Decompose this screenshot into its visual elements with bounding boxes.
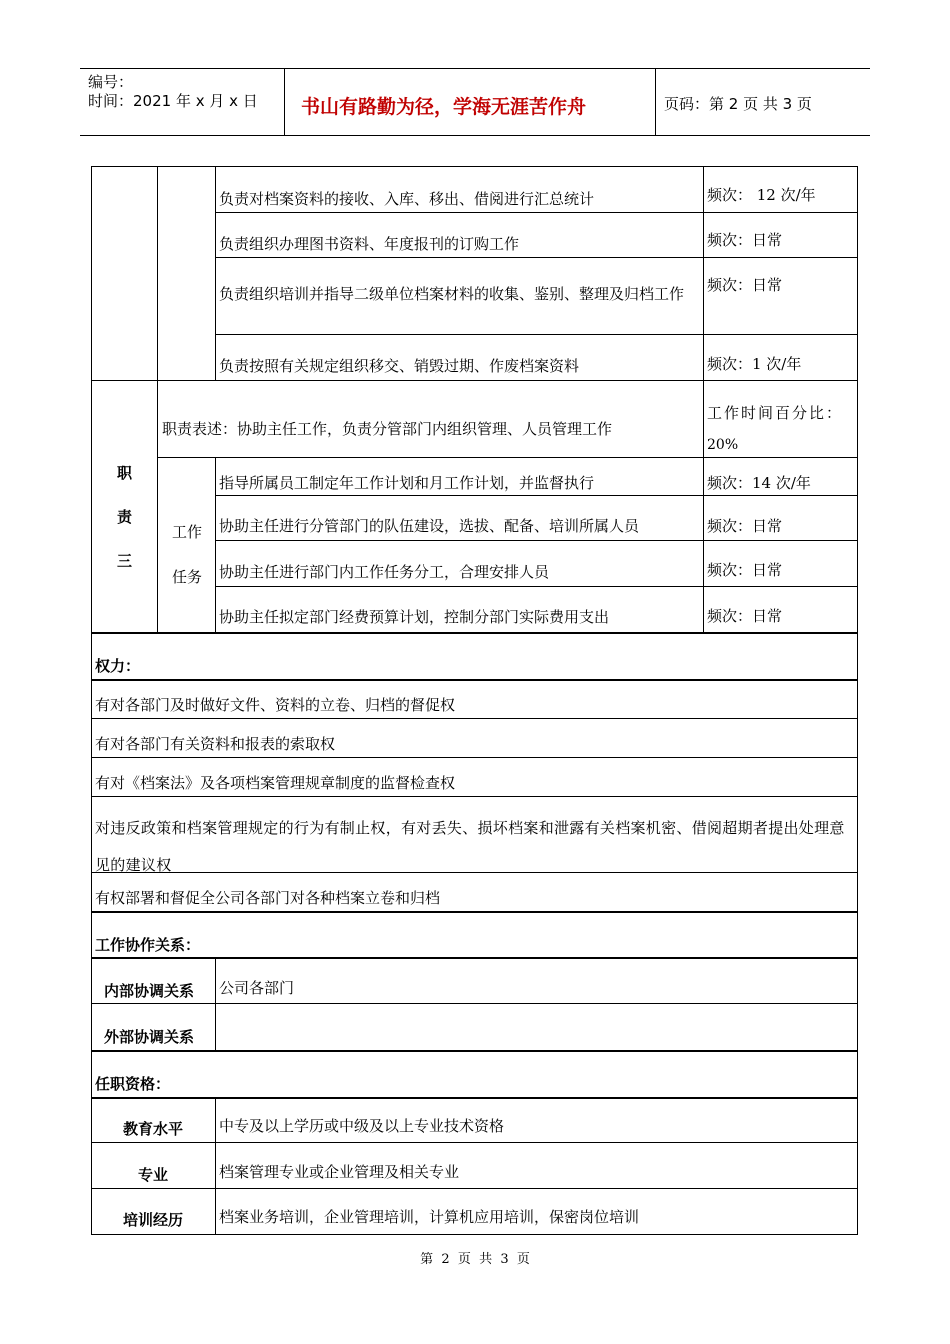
- qualification-value: 档案业务培训，企业管理培训，计算机应用培训，保密岗位培训: [219, 1208, 640, 1226]
- coop-col-line: [215, 957, 216, 1050]
- row-line: [215, 586, 857, 587]
- qualifications-heading: 任职资格：: [95, 1075, 171, 1093]
- task-frequency: 频次：日常: [707, 517, 783, 535]
- row-line: [91, 957, 857, 959]
- row-line: [91, 166, 857, 167]
- col-line-b2: [215, 457, 216, 632]
- task-frequency: 频次： 12 次/年: [707, 186, 816, 204]
- row-line: [215, 212, 857, 213]
- qual-col-line: [215, 1097, 216, 1234]
- task-text: 负责组织办理图书资料、年度报刊的订购工作: [219, 235, 520, 253]
- table-right-border: [857, 166, 858, 1235]
- row-line: [91, 1142, 857, 1143]
- page-indicator: 页码：第 2 页 共 3 页: [664, 95, 812, 113]
- task-frequency: 频次：日常: [707, 561, 783, 579]
- row-line: [91, 1003, 857, 1004]
- qualification-label: 培训经历: [122, 1211, 183, 1229]
- duty-three-label-char: 职: [117, 464, 133, 482]
- row-line: [91, 911, 857, 913]
- serial-label: 编号：: [88, 73, 134, 91]
- task-frequency: 频次：14 次/年: [707, 474, 811, 492]
- external-coop-label: 外部协调关系: [104, 1028, 195, 1046]
- authority-heading: 权力：: [95, 657, 141, 675]
- col-line-a2: [157, 380, 158, 632]
- row-line: [91, 1050, 857, 1052]
- row-line: [91, 718, 857, 719]
- authority-item: 有对各部门及时做好文件、资料的立卷、归档的督促权: [95, 696, 456, 714]
- row-line: [91, 1097, 857, 1099]
- row-line: [215, 540, 857, 541]
- col-line-a: [157, 166, 158, 380]
- cooperation-heading: 工作协作关系：: [95, 936, 201, 954]
- row-line: [215, 257, 857, 258]
- qualification-label: 教育水平: [122, 1120, 183, 1138]
- qualification-value: 中专及以上学历或中级及以上专业技术资格: [219, 1117, 505, 1135]
- time-percent-label: 工作时间百分比：: [707, 404, 844, 422]
- authority-item: 有权部署和督促全公司各部门对各种档案立卷和归档: [95, 889, 441, 907]
- task-frequency: 频次：1 次/年: [707, 355, 802, 373]
- row-line: [215, 495, 857, 496]
- row-line: [91, 1234, 857, 1235]
- header-top-rule: [80, 68, 870, 69]
- header-divider-left: [284, 68, 285, 135]
- header-motto: 书山有路勤为径，学海无涯苦作舟: [301, 96, 587, 118]
- internal-coop-label: 内部协调关系: [104, 982, 195, 1000]
- col-line-c: [703, 166, 704, 632]
- date-text: 时间：2021 年 x 月 x 日: [88, 92, 258, 110]
- row-line: [91, 632, 857, 634]
- table-left-border: [91, 166, 92, 1235]
- task-frequency: 频次：日常: [707, 276, 783, 294]
- internal-coop-value: 公司各部门: [219, 979, 295, 997]
- task-text: 负责组织培训并指导二级单位档案材料的收集、鉴别、整理及归档工作: [219, 285, 685, 303]
- page-footer: 第 2 页 共 3 页: [420, 1252, 530, 1267]
- header-bottom-rule: [80, 135, 870, 136]
- task-frequency: 频次：日常: [707, 607, 783, 625]
- col-line-b: [215, 166, 216, 380]
- authority-item: 对违反政策和档案管理规定的行为有制止权，有对丢失、损坏档案和泄露有关档案机密、借阅超期者提出处理意见的建议权: [95, 819, 845, 874]
- row-line: [215, 334, 857, 335]
- task-text: 协助主任进行部门内工作任务分工，合理安排人员: [219, 563, 550, 581]
- row-line: [91, 1188, 857, 1189]
- duty-three-label-char: 三: [117, 552, 133, 570]
- duty-statement: 职责表述：协助主任工作，负责分管部门内组织管理、人员管理工作: [162, 420, 613, 438]
- row-line: [157, 457, 857, 458]
- row-line: [91, 796, 857, 797]
- task-text: 指导所属员工制定年工作计划和月工作计划，并监督执行: [219, 474, 595, 492]
- task-frequency: 频次：日常: [707, 231, 783, 249]
- task-text: 负责对档案资料的接收、入库、移出、借阅进行汇总统计: [219, 190, 595, 208]
- row-line: [91, 757, 857, 758]
- row-line: [91, 380, 857, 381]
- task-text: 协助主任拟定部门经费预算计划，控制分部门实际费用支出: [219, 608, 610, 626]
- authority-item: 有对各部门有关资料和报表的索取权: [95, 735, 336, 753]
- authority-item: 有对《档案法》及各项档案管理规章制度的监督检查权: [95, 774, 456, 792]
- task-text: 协助主任进行分管部门的队伍建设，选拔、配备、培训所属人员: [219, 517, 640, 535]
- duty-three-label-char: 责: [117, 508, 133, 526]
- work-task-label: 工作: [172, 523, 203, 541]
- qualification-label: 专业: [137, 1166, 168, 1184]
- header-divider-right: [655, 68, 656, 135]
- work-task-label: 任务: [172, 568, 203, 586]
- qualification-value: 档案管理专业或企业管理及相关专业: [219, 1163, 460, 1181]
- time-percent-value: 20%: [707, 437, 739, 453]
- task-text: 负责按照有关规定组织移交、销毁过期、作废档案资料: [219, 357, 580, 375]
- row-line: [91, 679, 857, 681]
